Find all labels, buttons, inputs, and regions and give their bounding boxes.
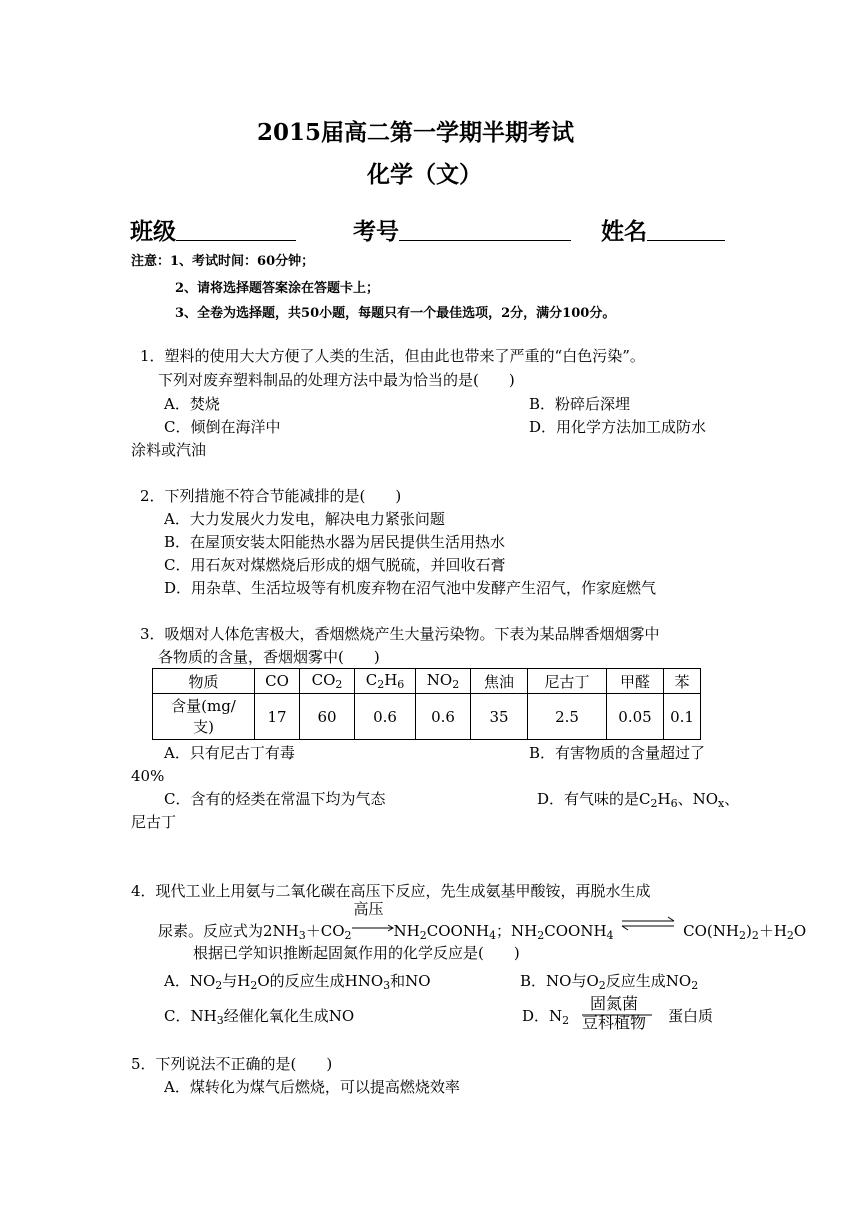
q2-option-c: C．用石灰对煤燃烧后形成的烟气脱硫，并回收石膏	[164, 556, 506, 574]
td-c2h6: 0.6	[355, 694, 416, 740]
q2-option-d: D．用杂草、生活垃圾等有机废弃物在沼气池中发酵产生沼气，作家庭燃气	[164, 579, 657, 597]
th-benzene: 苯	[664, 669, 701, 694]
td-content-label: 含量(mg/ 支)	[153, 694, 255, 740]
q3-option-b: B．有害物质的含量超过了	[529, 744, 706, 762]
q4-stem-1: 4．现代工业上用氨与二氧化碳在高压下反应，先生成氨基甲酸铵，再脱水生成	[131, 882, 651, 900]
td-no2: 0.6	[416, 694, 471, 740]
td-co2: 60	[300, 694, 355, 740]
td-formaldehyde: 0.05	[607, 694, 664, 740]
q4-option-b: B．NO与$O_2$反应生成$NO_2$	[520, 972, 699, 992]
page-subtitle: 化学（文）	[367, 161, 482, 188]
id-label: 考号	[353, 218, 399, 245]
high-pressure-arrow: 高压	[352, 914, 394, 936]
equilibrium-arrow	[618, 914, 678, 936]
id-field	[353, 213, 571, 246]
name-blank	[647, 222, 725, 241]
q4-equation-line: 尿素。反应式为$2NH_3+CO_2$ 高压 $NH_2COONH_4$；$NH_2COONH_4$ $CO(NH_2)_2+H_2O$	[158, 900, 807, 942]
name-label: 姓名	[601, 218, 647, 245]
td-nicotine: 2.5	[528, 694, 607, 740]
q2-option-a: A．大力发展火力发电，解决电力紧张问题	[164, 510, 445, 528]
q5-option-a: A．煤转化为煤气后燃烧，可以提高燃烧效率	[164, 1078, 460, 1096]
q3-option-a: A．只有尼古丁有毒	[164, 744, 295, 762]
class-label: 班级	[130, 218, 176, 245]
q1-option-a: A．焚烧	[164, 395, 220, 413]
th-co: CO	[255, 669, 300, 694]
q3-option-b-cont: 40%	[131, 767, 165, 785]
q5-stem: 5．下列说法不正确的是( )	[131, 1055, 333, 1073]
q4-option-a: A．$NO_2$与$H_2O$的反应生成$HNO_3$和NO	[164, 972, 431, 992]
q1-option-d: D．用化学方法加工成防水	[529, 418, 707, 436]
q3-table	[152, 668, 701, 740]
th-formaldehyde: 甲醛	[607, 669, 664, 694]
td-benzene: 0.1	[664, 694, 701, 740]
th-nicotine: 尼古丁	[528, 669, 607, 694]
q4-stem-3: 根据已学知识推断起固氮作用的化学反应是( )	[193, 944, 520, 962]
q3-stem-1: 3．吸烟对人体危害极大，香烟燃烧产生大量污染物。下表为某品牌香烟烟雾中	[140, 625, 660, 643]
class-blank	[176, 222, 296, 241]
q4-option-d-product: 蛋白质	[668, 1007, 714, 1025]
q2-stem: 2．下列措施不符合节能减排的是( )	[140, 487, 402, 505]
th-c2h6: $C_2H_6$	[355, 669, 416, 694]
q1-stem-2: 下列对废弃塑料制品的处理方法中最为恰当的是( )	[158, 371, 515, 389]
th-co2: $CO_2$	[300, 669, 355, 694]
page-title: 2015届高二第一学期半期考试	[257, 119, 575, 146]
class-field	[130, 213, 296, 246]
id-blank	[399, 222, 571, 241]
note-line-1: 注意：1、考试时间：60分钟；	[131, 254, 315, 269]
q3-option-d: D．有气味的是$C_2H_6$、$NO_x$、	[537, 790, 740, 810]
name-field	[601, 213, 725, 246]
q1-option-c: C．倾倒在海洋中	[164, 418, 281, 436]
q1-option-b: B．粉碎后深埋	[529, 395, 631, 413]
note-line-2: 2、请将选择题答案涂在答题卡上；	[175, 281, 380, 296]
q3-option-c: C．含有的烃类在常温下均为气态	[164, 790, 386, 808]
td-co: 17	[255, 694, 300, 740]
q1-option-d-cont: 涂料或汽油	[131, 441, 207, 459]
th-substance: 物质	[153, 669, 255, 694]
q4-option-d-condition-bottom: 豆科植物	[582, 1013, 647, 1032]
q4-option-d-condition-top: 固氮菌	[590, 994, 639, 1013]
q4-option-d: D．$N_2$	[522, 1007, 570, 1027]
q3-option-d-cont: 尼古丁	[131, 813, 177, 831]
q2-option-b: B．在屋顶安装太阳能热水器为居民提供生活用热水	[164, 533, 506, 551]
q3-stem-2: 各物质的含量，香烟烟雾中( )	[158, 648, 380, 666]
q1-stem-1: 1．塑料的使用大大方便了人类的生活，但由此也带来了严重的“白色污染”。	[140, 347, 645, 365]
note-line-3: 3、全卷为选择题，共50小题，每题只有一个最佳选项，2分，满分100分。	[175, 306, 616, 321]
th-no2: $NO_2$	[416, 669, 471, 694]
q4-option-c: C．$NH_3$经催化氧化生成NO	[164, 1007, 355, 1027]
td-tar: 35	[471, 694, 528, 740]
th-tar: 焦油	[471, 669, 528, 694]
